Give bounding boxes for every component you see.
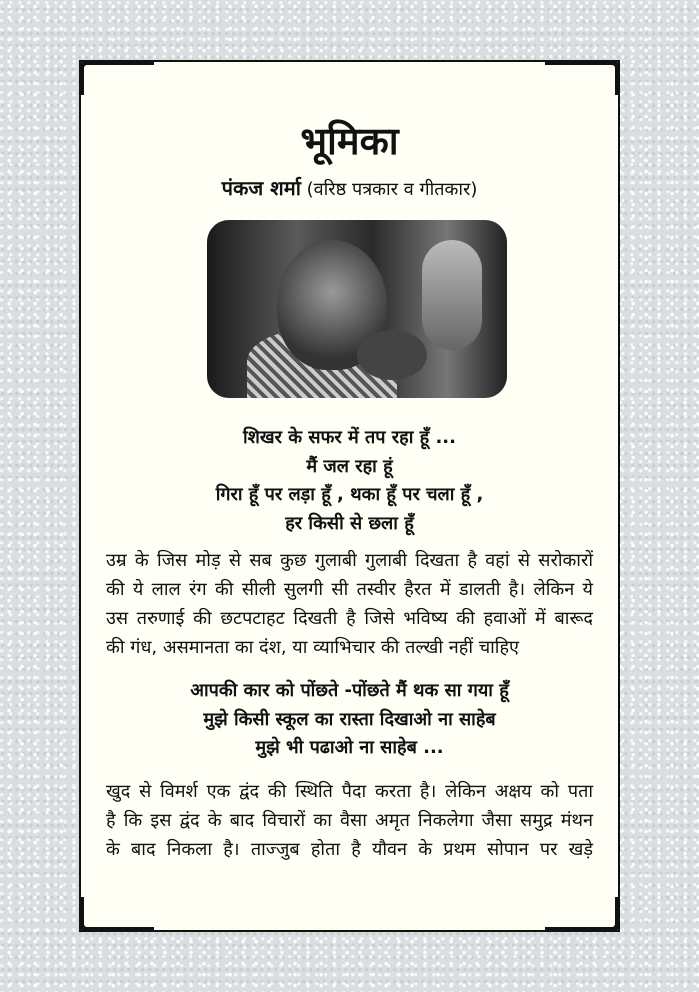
author-role: (वरिष्ठ पत्रकार व गीतकार) xyxy=(306,179,478,200)
paragraph-1 xyxy=(106,546,593,662)
text-line: उम्र के जिस मोड़ से सब कुछ गुलाबी गुलाबी दिखता है वहां से सरोकारों xyxy=(106,550,593,571)
poem-line: हर किसी से छला हूँ xyxy=(285,512,414,534)
text-line: की ये लाल रंग की सीली सुलगी सी तस्वीर हैरत में डालती है। लेकिन ये xyxy=(106,579,593,600)
author-photo xyxy=(207,220,507,398)
poem-line: गिरा हूँ पर लड़ा हूँ , थका हूँ पर चला हूँ , xyxy=(215,484,484,505)
corner-ornament xyxy=(545,60,620,95)
poem-stanza-2 xyxy=(81,677,618,763)
author-name: पंकज शर्मा xyxy=(221,176,301,200)
corner-ornament xyxy=(545,897,620,932)
text-line: है कि इस द्वंद के बाद विचारों का वैसा अमृत निकलेगा जैसा समुद्र मंथन xyxy=(106,810,593,831)
page-title: भूमिका xyxy=(300,119,399,163)
poem-line: मैं जल रहा हूं xyxy=(306,455,393,477)
poem-line: आपकी कार को पोंछते -पोंछते मैं थक सा गया हूँ xyxy=(190,680,509,701)
text-line: के बाद निकला है। ताज्जुब होता है यौवन के प्रथम सोपान पर खड़े xyxy=(106,839,593,860)
corner-ornament xyxy=(79,60,154,95)
text-line: उस तरुणाई की छटपटाहट दिखती है जिसे भविष्य की हवाओं में बारूद xyxy=(106,608,593,629)
book-page xyxy=(79,60,620,932)
author-line xyxy=(81,174,618,201)
poem-line: मुझे किसी स्कूल का रास्ता दिखाओ ना साहेब xyxy=(203,708,496,730)
poem-line: शिखर के सफर में तप रहा हूँ ... xyxy=(243,427,456,448)
corner-ornament xyxy=(79,897,154,932)
text-line: खुद से विमर्श एक द्वंद की स्थिति पैदा करता है। लेकिन अक्षय को पता xyxy=(106,781,593,802)
poem-stanza-1 xyxy=(81,424,618,538)
poem-line: मुझे भी पढाओ ना साहेब ... xyxy=(255,737,444,758)
text-line: की गंध, असमानता का दंश, या व्याभिचार की तल्खी नहीं चाहिए xyxy=(106,637,519,658)
paragraph-2 xyxy=(106,777,593,864)
